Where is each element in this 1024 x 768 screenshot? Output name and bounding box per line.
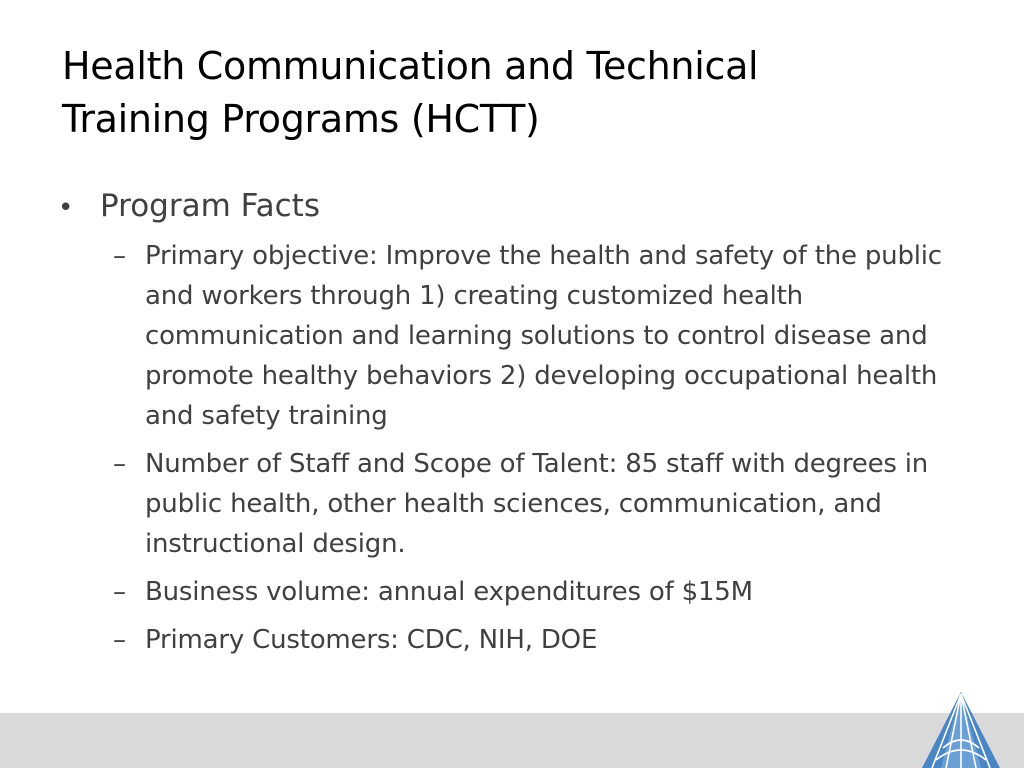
sub-bullet-item: [113, 620, 978, 660]
main-bullet-text: Program Facts: [100, 188, 320, 224]
slide-title-line-2: Training Programs (HCTT): [62, 97, 540, 141]
sub-bullet-text: Primary objective: Improve the health and safety of the public and workers through 1) creating customized health communication and learning solutions to control disease and promote healthy behaviors 2) developing occupational health and safety training: [145, 241, 942, 431]
pyramid-logo-icon: [918, 690, 1004, 768]
slide-content: [58, 182, 978, 668]
sub-bullet-item: [113, 236, 978, 436]
dash-icon: –: [113, 241, 126, 271]
main-bullet-point: [58, 182, 978, 232]
sub-bullet-text: Primary Customers: CDC, NIH, DOE: [145, 625, 598, 655]
dash-icon: –: [113, 577, 126, 607]
slide-title: [62, 40, 962, 146]
slide-title-line-1: Health Communication and Technical: [62, 44, 759, 88]
sub-bullet-item: [113, 572, 978, 612]
sub-bullet-text: Number of Staff and Scope of Talent: 85 staff with degrees in public health, other health sciences, communication, and instructional design.: [145, 449, 929, 559]
dash-icon: –: [113, 625, 126, 655]
bullet-icon: •: [58, 193, 74, 223]
sub-bullet-text: Business volume: annual expenditures of $15M: [145, 577, 753, 607]
sub-bullet-list: [58, 236, 978, 660]
sub-bullet-item: [113, 444, 978, 564]
footer-band: [0, 713, 1024, 768]
dash-icon: –: [113, 449, 126, 479]
